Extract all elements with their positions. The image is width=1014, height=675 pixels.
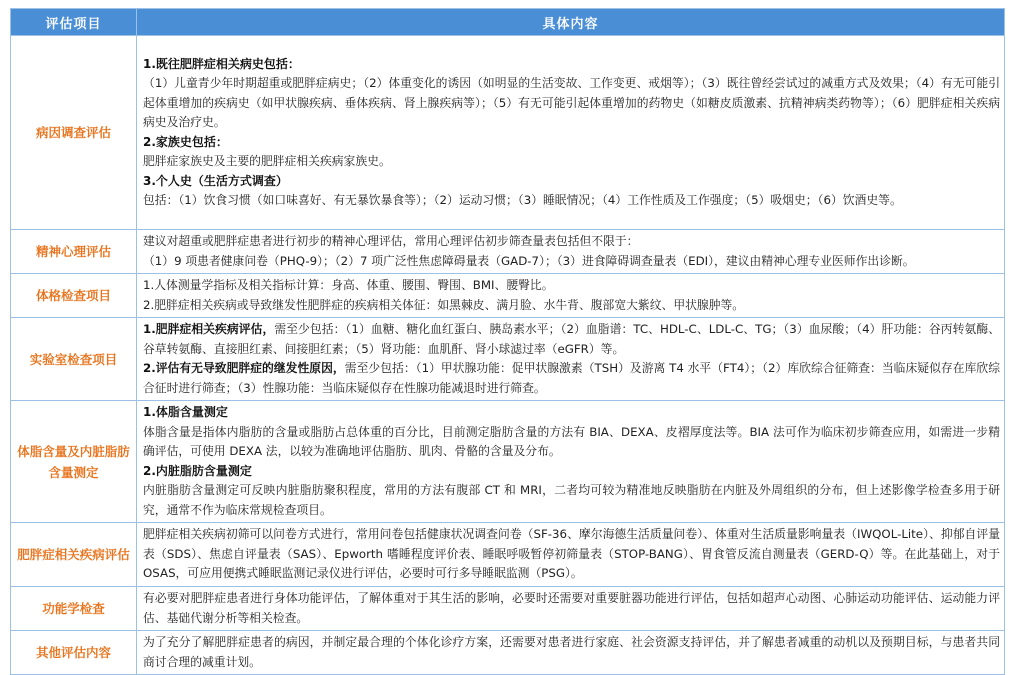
header-specific-content: 具体内容 (137, 9, 1005, 36)
table-row (11, 631, 1005, 675)
inline-heading: 1.肥胖症相关疾病评估， (143, 322, 275, 336)
paragraph: 肥胖症家族史及主要的肥胖症相关疾病家族史。 (143, 154, 391, 168)
paragraph: 有必要对肥胖症患者进行身体功能评估，了解体重对于其生活的影响，必要时还需要对重要脏器功能进行评估，包括如超声心动图、心肺运动功能评估、运动能力评估、基础代谢分析等相关检查。 (143, 591, 1000, 625)
row-label: 其他评估内容 (11, 631, 137, 675)
section-heading: 2.内脏脂肪含量测定 (143, 463, 252, 478)
paragraph: 2.肥胖症相关疾病或导致继发性肥胖症的疾病相关体征：如黑棘皮、满月脸、水牛背、腹部宽大紫纹、甲状腺肿等。 (143, 297, 745, 312)
row-label: 实验室检查项目 (11, 318, 137, 401)
paragraph: 包括：（1）饮食习惯（如口味喜好、有无暴饮暴食等）；（2）运动习惯；（3）睡眠情况；（4）工作性质及工作强度；（5）吸烟史；（6）饮酒史等。 (143, 193, 902, 207)
row-label: 病因调查评估 (11, 36, 137, 230)
section-heading: 3.个人史（生活方式调查） (143, 173, 288, 188)
assessment-table-container (10, 8, 1004, 675)
section-heading: 1.体脂含量测定 (143, 405, 228, 419)
row-label: 精神心理评估 (11, 230, 137, 274)
header-assessment-item: 评估项目 (11, 9, 137, 36)
table-body (11, 36, 1005, 675)
inline-heading: 2.评估有无导致肥胖症的继发性原因， (143, 361, 345, 375)
paragraph (143, 320, 1000, 359)
row-content (137, 401, 1005, 523)
row-content (137, 36, 1005, 230)
paragraph: （1）儿童青少年时期超重或肥胖症病史；（2）体重变化的诱因（如明显的生活变故、工作变更、戒烟等）；（3）既往曾经尝试过的减重方式及效果；（4）有无可能引起体重增加的疾病史（如甲状腺疾病、垂体疾病、肾上腺疾病等）；（5）有无可能引起体重增加的药物史（如糖皮质激素、抗精神病类药物等）；（6）肥胖症相关疾病病史及治疗史。 (143, 76, 1000, 129)
row-content (137, 318, 1005, 401)
row-label: 肥胖症相关疾病评估 (11, 523, 137, 587)
table-row (11, 318, 1005, 401)
table-row (11, 274, 1005, 318)
paragraph (143, 359, 1000, 398)
row-label: 体脂含量及内脏脂肪含量测定 (11, 401, 137, 523)
row-content (137, 631, 1005, 675)
table-header-row (11, 9, 1005, 36)
row-label: 功能学检查 (11, 587, 137, 631)
section-heading: 1.既往肥胖症相关病史包括： (143, 56, 300, 71)
table-row (11, 230, 1005, 274)
paragraph: 肥胖症相关疾病初筛可以问卷方式进行，常用问卷包括健康状况调查问卷（SF-36、摩尔海德生活质量问卷）、体重对生活质量影响量表（IWQOL-Lite）、抑郁自评量表（SDS）、焦虑自评量表（SAS）、Epworth 嗜睡程度评价表、睡眠呼吸暂停初筛量表（STOP-BANG）、胃食管反流自测量表（GERD-Q）等。在此基础上，对于 OSAS，可应用便携式睡眠监测记录仪进行评估，必要时可行多导睡眠监测（PSG）。 (143, 527, 1000, 581)
table-row (11, 523, 1005, 587)
table-row (11, 401, 1005, 523)
row-content (137, 523, 1005, 587)
paragraph: 为了充分了解肥胖症患者的病因，并制定最合理的个体化诊疗方案，还需要对患者进行家庭、社会资源支持评估，并了解患者减重的动机以及预期目标，与患者共同商讨合理的减重计划。 (143, 635, 1000, 669)
inline-text: 需至少包括：（1）甲状腺功能：促甲状腺激素（TSH）及游离 T4 水平（FT4）；（2）库欣综合征筛查：当临床疑似存在库欣综合征时进行筛查；（3）性腺功能：当临床疑似存在性腺功能减退时进行筛查。 (143, 361, 1000, 395)
paragraph: 体脂含量是指体内脂肪的含量或脂肪占总体重的百分比，目前测定脂肪含量的方法有 BIA、DEXA、皮褶厚度法等。BIA 法可作为临床初步筛查应用，如需进一步精确评估，可使用 DEXA 法，以较为准确地评估脂肪、肌肉、骨骼的含量及分布。 (143, 424, 1000, 458)
paragraph: 内脏脂肪含量测定可反映内脏脂肪聚积程度，常用的方法有腹部 CT 和 MRI，二者均可较为精准地反映脂肪在内脏及外周组织的分布，但上述影像学检查多用于研究，通常不作为临床常规检查项目。 (143, 483, 1000, 517)
paragraph: 1.人体测量学指标及相关指标计算：身高、体重、腰围、臀围、BMI、腰臀比。 (143, 278, 554, 292)
row-content (137, 587, 1005, 631)
inline-text: 需至少包括：（1）血糖、糖化血红蛋白、胰岛素水平；（2）血脂谱：TC、HDL-C、LDL-C、TG；（3）血尿酸；（4）肝功能：谷丙转氨酶、谷草转氨酶、直接胆红素、间接胆红素；（5）肾功能：血肌酐、肾小球滤过率（eGFR）等。 (143, 322, 1000, 356)
paragraph: （1）9 项患者健康问卷（PHQ-9）；（2）7 项广泛性焦虑障碍量表（GAD-7）；（3）进食障碍调查量表（EDI），建议由精神心理专业医师作出诊断。 (143, 253, 915, 268)
table-row (11, 36, 1005, 230)
assessment-table (10, 8, 1005, 675)
table-row (11, 587, 1005, 631)
section-heading: 2.家族史包括： (143, 134, 228, 149)
row-content (137, 230, 1005, 274)
row-content (137, 274, 1005, 318)
paragraph: 建议对超重或肥胖症患者进行初步的精神心理评估，常用心理评估初步筛查量表包括但不限于： (143, 234, 639, 248)
row-label: 体格检查项目 (11, 274, 137, 318)
